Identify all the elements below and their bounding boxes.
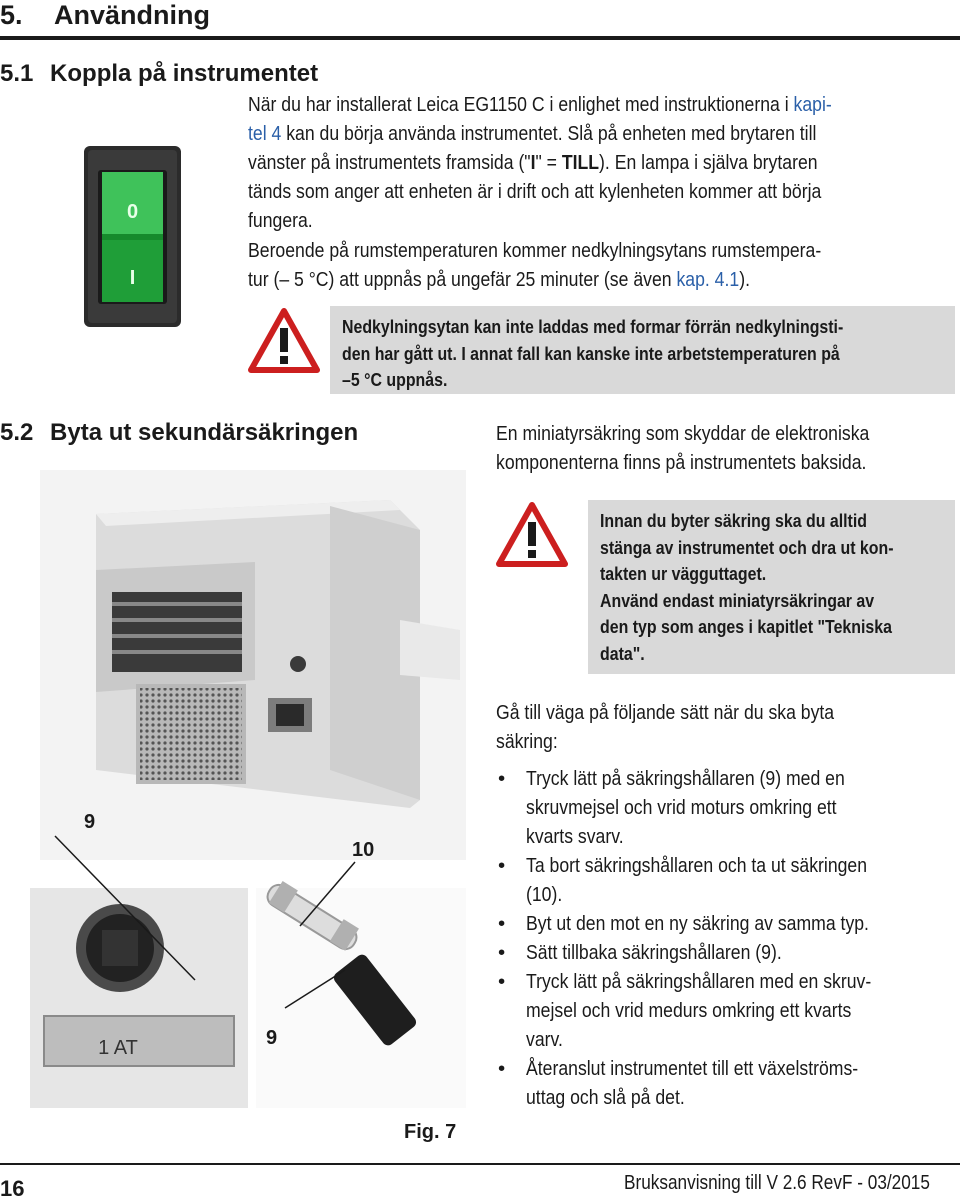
step-2-line-2: (10).: [526, 883, 563, 906]
section-5-1-number: 5.1: [0, 60, 34, 87]
para1-line-3: [248, 148, 818, 177]
step-5-line-1: Tryck lätt på säkringshållaren med en skruv-: [526, 970, 872, 993]
section-5-2-title: Byta ut sekundärsäkringen: [50, 419, 359, 446]
footer-rule: [0, 1163, 960, 1165]
figure-7-illustration: [0, 470, 466, 1112]
para1-line-3-c: ).: [599, 151, 610, 174]
chapter-number: 5.: [0, 0, 23, 30]
steps-intro-line-1: Gå till väga på följande sätt när du ska byta: [496, 701, 835, 724]
callout-10: 10: [352, 839, 375, 861]
link-chapter-4-1[interactable]: kap. 4.1: [676, 268, 740, 291]
steps-intro-line-2: säkring:: [496, 730, 558, 753]
para2-line-2: [248, 265, 750, 294]
para1-bold-I: I: [530, 151, 536, 174]
para1-bold-till: TILL: [561, 151, 600, 174]
link-chapter-4-part2[interactable]: tel 4: [248, 122, 282, 145]
section-5-2-heading: [0, 419, 358, 447]
warning-note-2: [588, 500, 955, 674]
step-6-line-2: uttag och slå på det.: [526, 1086, 685, 1109]
note1-line-2: den har gått ut. I annat fall kan kanske inte arbetstemperaturen på: [342, 342, 840, 364]
header-rule: [0, 36, 960, 40]
step-1-line-2: skruvmejsel och vrid moturs omkring ett: [526, 796, 837, 819]
step-1-line-3: kvarts svarv.: [526, 825, 624, 848]
para1-line-5: [248, 206, 313, 235]
para1-line-4-text: tänds som anger att enheten är i drift och att kylenheten kommer att börja: [248, 180, 822, 203]
para2-line-2-a: tur (– 5 °C) att uppnås på ungefär 25 minuter (se även: [248, 268, 677, 291]
fuse-photo: [256, 881, 466, 1108]
note1-line-3: –5 °C uppnås.: [342, 369, 448, 390]
step-5-line-2: mejsel och vrid medurs omkring ett kvarts: [526, 999, 852, 1022]
step-1-line-1: Tryck lätt på säkringshållaren (9) med en: [526, 767, 845, 790]
step-4: [496, 938, 960, 967]
step-5-line-3: varv.: [526, 1028, 563, 1051]
chapter-title: Användning: [54, 0, 210, 30]
callout-9-bottom: 9: [266, 1027, 278, 1049]
section-5-2-intro: [496, 419, 960, 477]
note2-line-4: Använd endast miniatyrsäkringar av: [600, 589, 875, 611]
para1-line-3-tail: En lampa i själva brytaren: [609, 151, 818, 174]
step-2-line-1: Ta bort säkringshållaren och ta ut säkringen: [526, 854, 868, 877]
figure-caption: Fig. 7: [404, 1121, 457, 1143]
intro-line-1: En miniatyrsäkring som skyddar de elektroniska: [496, 422, 870, 445]
para1-line-3-b: " =: [535, 151, 562, 174]
chapter-heading: [0, 0, 400, 34]
step-3: [496, 909, 960, 938]
warning-note-1: [330, 306, 955, 394]
step-3-line-1: Byt ut den mot en ny säkring av samma typ.: [526, 912, 869, 935]
para1-line-2-text: kan du börja använda instrumentet. Slå på enheten med brytaren till: [281, 122, 817, 145]
note2-line-5: den typ som anges i kapitlet "Tekniska: [600, 616, 892, 637]
footer-doc-title: [624, 1172, 960, 1195]
page-number: 16: [0, 1176, 25, 1201]
switch-label-off: 0: [126, 201, 139, 223]
para1-line-2: [248, 119, 816, 148]
instrument-photo: [40, 470, 466, 860]
para1-line-3-a: vänster på instrumentets framsida (": [248, 151, 531, 174]
section-5-1-paragraph: [248, 90, 960, 235]
switch-label-on: I: [129, 267, 136, 289]
note2-line-2: stänga av instrumentet och dra ut kon-: [600, 536, 894, 558]
power-switch-image: [84, 146, 181, 327]
fuse-holder-photo: [30, 888, 248, 1108]
warning-icon-2: [496, 502, 568, 573]
step-6: [496, 1054, 960, 1112]
fuse-rating-label: 1 AT: [98, 1037, 138, 1059]
steps-list: [496, 764, 960, 1112]
intro-line-2: komponenterna finns på instrumentets baksida.: [496, 451, 867, 474]
step-4-line-1: Sätt tillbaka säkringshållaren (9).: [526, 941, 782, 964]
para1-line-5-text: fungera.: [248, 209, 313, 232]
note1-line-1: Nedkylningsytan kan inte laddas med formar förrän nedkylningsti-: [342, 316, 844, 337]
figure-7: [0, 470, 466, 1112]
step-5: [496, 967, 960, 1054]
note2-line-1: Innan du byter säkring ska du alltid: [600, 510, 867, 531]
footer-doc-title-text: Bruksanvisning till V 2.6 RevF - 03/2015: [624, 1172, 930, 1194]
note2-line-3: takten ur vägguttaget.: [600, 563, 767, 584]
section-5-1-heading: [0, 60, 318, 88]
warning-icon-1: [248, 308, 320, 379]
para2-line-2-b: ).: [739, 268, 750, 291]
para2-line-1: [248, 236, 821, 265]
callout-9-top: 9: [84, 811, 96, 833]
section-5-1-title: Koppla på instrumentet: [50, 60, 319, 87]
section-5-1-paragraph-2: [248, 236, 960, 294]
link-chapter-4-part1[interactable]: kapi-: [793, 93, 832, 116]
note2-line-6: data".: [600, 642, 645, 664]
steps-block: [496, 698, 960, 1112]
step-6-line-1: Återanslut instrumentet till ett växelströms-: [526, 1057, 859, 1080]
para2-line-1-text: Beroende på rumstemperaturen kommer nedkylningsytans rumstempera-: [248, 239, 822, 262]
step-1: [496, 764, 960, 851]
para1-line-1: [248, 90, 832, 119]
para1-line-1-text: När du har installerat Leica EG1150 C i enlighet med instruktionerna i: [248, 93, 794, 116]
step-2: [496, 851, 960, 909]
section-5-2-number: 5.2: [0, 419, 34, 446]
para1-line-4: [248, 177, 821, 206]
